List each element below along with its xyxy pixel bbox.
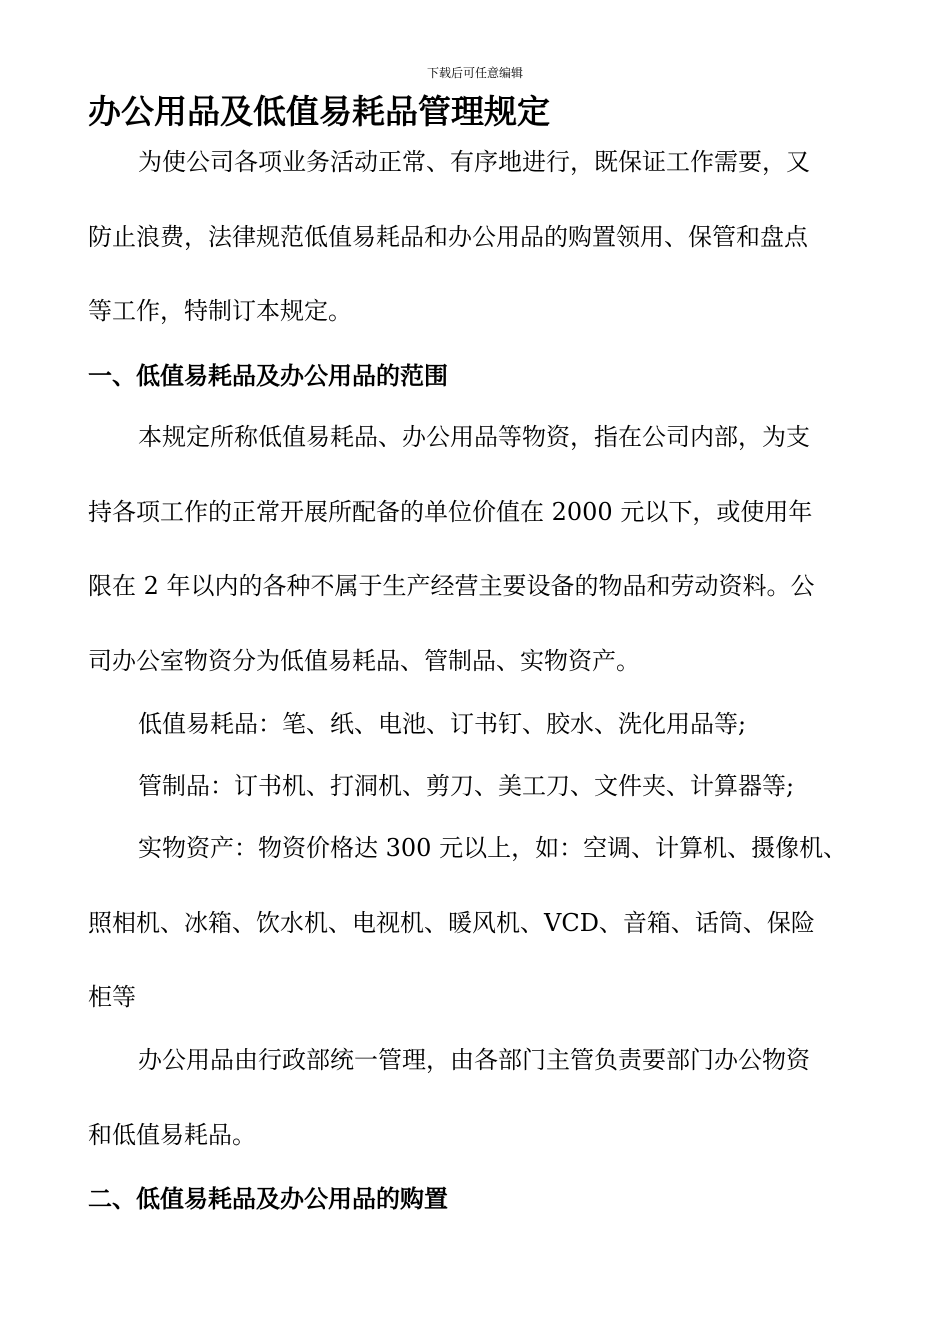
intro-line-3: 等工作，特制订本规定。: [88, 297, 352, 325]
section-1-para-line-1: 本规定所称低值易耗品、办公用品等物资，指在公司内部，为支: [138, 423, 810, 451]
asset-items-line-3: 柜等: [88, 983, 136, 1011]
header-note: 下载后可任意编辑: [426, 66, 523, 80]
controlled-items-line: 管制品：订书机、打洞机、剪刀、美工刀、文件夹、计算器等;: [138, 772, 795, 800]
asset-items-line-1: 实物资产：物资价格达 300 元以上，如：空调、计算机、摄像机、: [138, 834, 848, 862]
section-1-para-line-3: 限在 2 年以内的各种不属于生产经营主要设备的物品和劳动资料。公: [88, 572, 815, 600]
low-value-items-line: 低值易耗品：笔、纸、电池、订书钉、胶水、洗化用品等;: [138, 710, 747, 738]
intro-line-2: 防止浪费，法律规范低值易耗品和办公用品的购置领用、保管和盘点: [88, 223, 808, 251]
section-1-para-line-4: 司办公室物资分为低值易耗品、管制品、实物资产。: [88, 647, 640, 675]
management-para-line-2: 和低值易耗品。: [88, 1121, 256, 1149]
page-title: 办公用品及低值易耗品管理规定: [88, 92, 550, 131]
section-1-heading: 一、低值易耗品及办公用品的范围: [88, 362, 448, 390]
section-1-para-line-2: 持各项工作的正常开展所配备的单位价值在 2000 元以下，或使用年: [88, 498, 813, 526]
intro-line-1: 为使公司各项业务活动正常、有序地进行，既保证工作需要，又: [138, 148, 810, 176]
section-2-heading: 二、低值易耗品及办公用品的购置: [88, 1185, 448, 1213]
management-para-line-1: 办公用品由行政部统一管理，由各部门主管负责要部门办公物资: [138, 1046, 810, 1074]
asset-items-line-2: 照相机、冰箱、饮水机、电视机、暖风机、VCD、音箱、话筒、保险: [88, 909, 815, 937]
